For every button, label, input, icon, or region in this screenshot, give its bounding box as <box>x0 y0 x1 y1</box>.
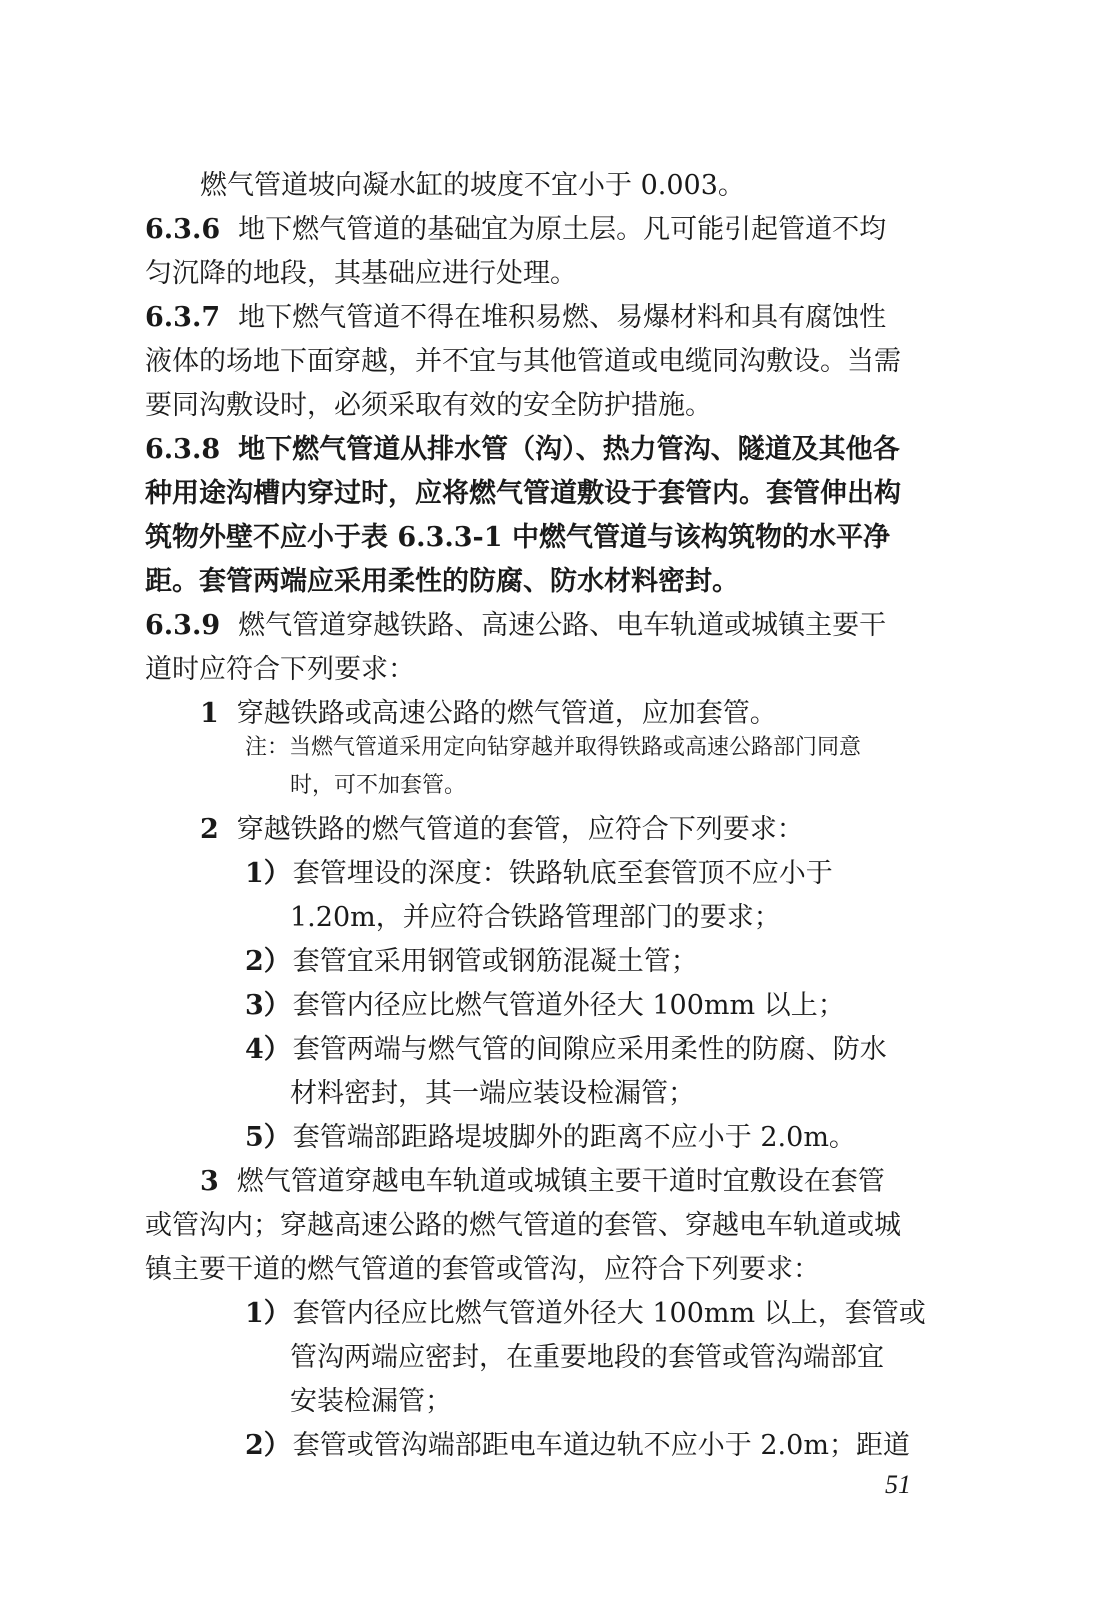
page-number: 51 <box>885 1470 911 1499</box>
clause-6-3-7: 6.3.7 地下燃气管道不得在堆积易燃、易爆材料和具有腐蚀性 <box>145 302 887 333</box>
text-line-bold: 筑物外壁不应小于表 6.3.3-1 中燃气管道与该构筑物的水平净 <box>145 522 890 553</box>
subitem-2: 2）套管或管沟端部距电车道边轨不应小于 2.0m；距道 <box>245 1430 910 1461</box>
item-number: 2 <box>200 814 219 845</box>
subitem-1: 1）套管内径应比燃气管道外径大 100mm 以上，套管或 <box>245 1298 926 1329</box>
subitem-number: 2） <box>245 1430 291 1461</box>
note-line: 注：当燃气管道采用定向钻穿越并取得铁路或高速公路部门同意 <box>245 735 862 760</box>
item-number: 3 <box>200 1166 219 1197</box>
subitem-number: 3） <box>245 990 291 1021</box>
text-line-bold: 种用途沟槽内穿过时，应将燃气管道敷设于套管内。套管伸出构 <box>145 478 901 509</box>
subitem-number: 1） <box>245 1298 291 1329</box>
text-line: 1.20m，并应符合铁路管理部门的要求； <box>290 902 781 933</box>
clause-6-3-9: 6.3.9 燃气管道穿越铁路、高速公路、电车轨道或城镇主要干 <box>145 610 887 641</box>
clause-number: 6.3.7 <box>145 302 221 333</box>
clause-number: 6.3.6 <box>145 214 221 245</box>
text-line: 燃气管道坡向凝水缸的坡度不宜小于 0.003。 <box>200 170 745 201</box>
text-line: 安装检漏管； <box>290 1386 452 1417</box>
text-line: 或管沟内；穿越高速公路的燃气管道的套管、穿越电车轨道或城 <box>145 1210 901 1241</box>
text-line: 道时应符合下列要求： <box>145 654 415 685</box>
clause-number: 6.3.8 <box>145 434 221 465</box>
text-line-bold: 距。套管两端应采用柔性的防腐、防水材料密封。 <box>145 566 739 597</box>
text-line: 管沟两端应密封，在重要地段的套管或管沟端部宜 <box>290 1342 884 1373</box>
subitem-number: 2） <box>245 946 291 977</box>
note-line: 时，可不加套管。 <box>290 773 467 798</box>
subitem-2: 2）套管宜采用钢管或钢筋混凝土管； <box>245 946 698 977</box>
item-3: 3 燃气管道穿越电车轨道或城镇主要干道时宜敷设在套管 <box>200 1166 885 1197</box>
item-1: 1 穿越铁路或高速公路的燃气管道，应加套管。 <box>200 698 777 729</box>
text-line: 要同沟敷设时，必须采取有效的安全防护措施。 <box>145 390 712 421</box>
clause-6-3-8: 6.3.8 地下燃气管道从排水管（沟）、热力管沟、隧道及其他各 <box>145 434 900 465</box>
text-line: 镇主要干道的燃气管道的套管或管沟，应符合下列要求： <box>145 1254 820 1285</box>
text-line: 匀沉降的地段，其基础应进行处理。 <box>145 258 577 289</box>
item-2: 2 穿越铁路的燃气管道的套管，应符合下列要求： <box>200 814 804 845</box>
text-line: 液体的场地下面穿越，并不宜与其他管道或电缆同沟敷设。当需 <box>145 346 901 377</box>
subitem-number: 4） <box>245 1034 291 1065</box>
item-number: 1 <box>200 698 219 729</box>
subitem-number: 5） <box>245 1122 291 1153</box>
subitem-1: 1）套管埋设的深度：铁路轨底至套管顶不应小于 <box>245 858 833 889</box>
subitem-number: 1） <box>245 858 291 889</box>
subitem-3: 3）套管内径应比燃气管道外径大 100mm 以上； <box>245 990 845 1021</box>
subitem-5: 5）套管端部距路堤坡脚外的距离不应小于 2.0m。 <box>245 1122 856 1153</box>
subitem-4: 4）套管两端与燃气管的间隙应采用柔性的防腐、防水 <box>245 1034 887 1065</box>
text-line: 材料密封，其一端应装设检漏管； <box>290 1078 695 1109</box>
clause-6-3-6: 6.3.6 地下燃气管道的基础宜为原土层。凡可能引起管道不均 <box>145 214 887 245</box>
clause-number: 6.3.9 <box>145 610 221 641</box>
